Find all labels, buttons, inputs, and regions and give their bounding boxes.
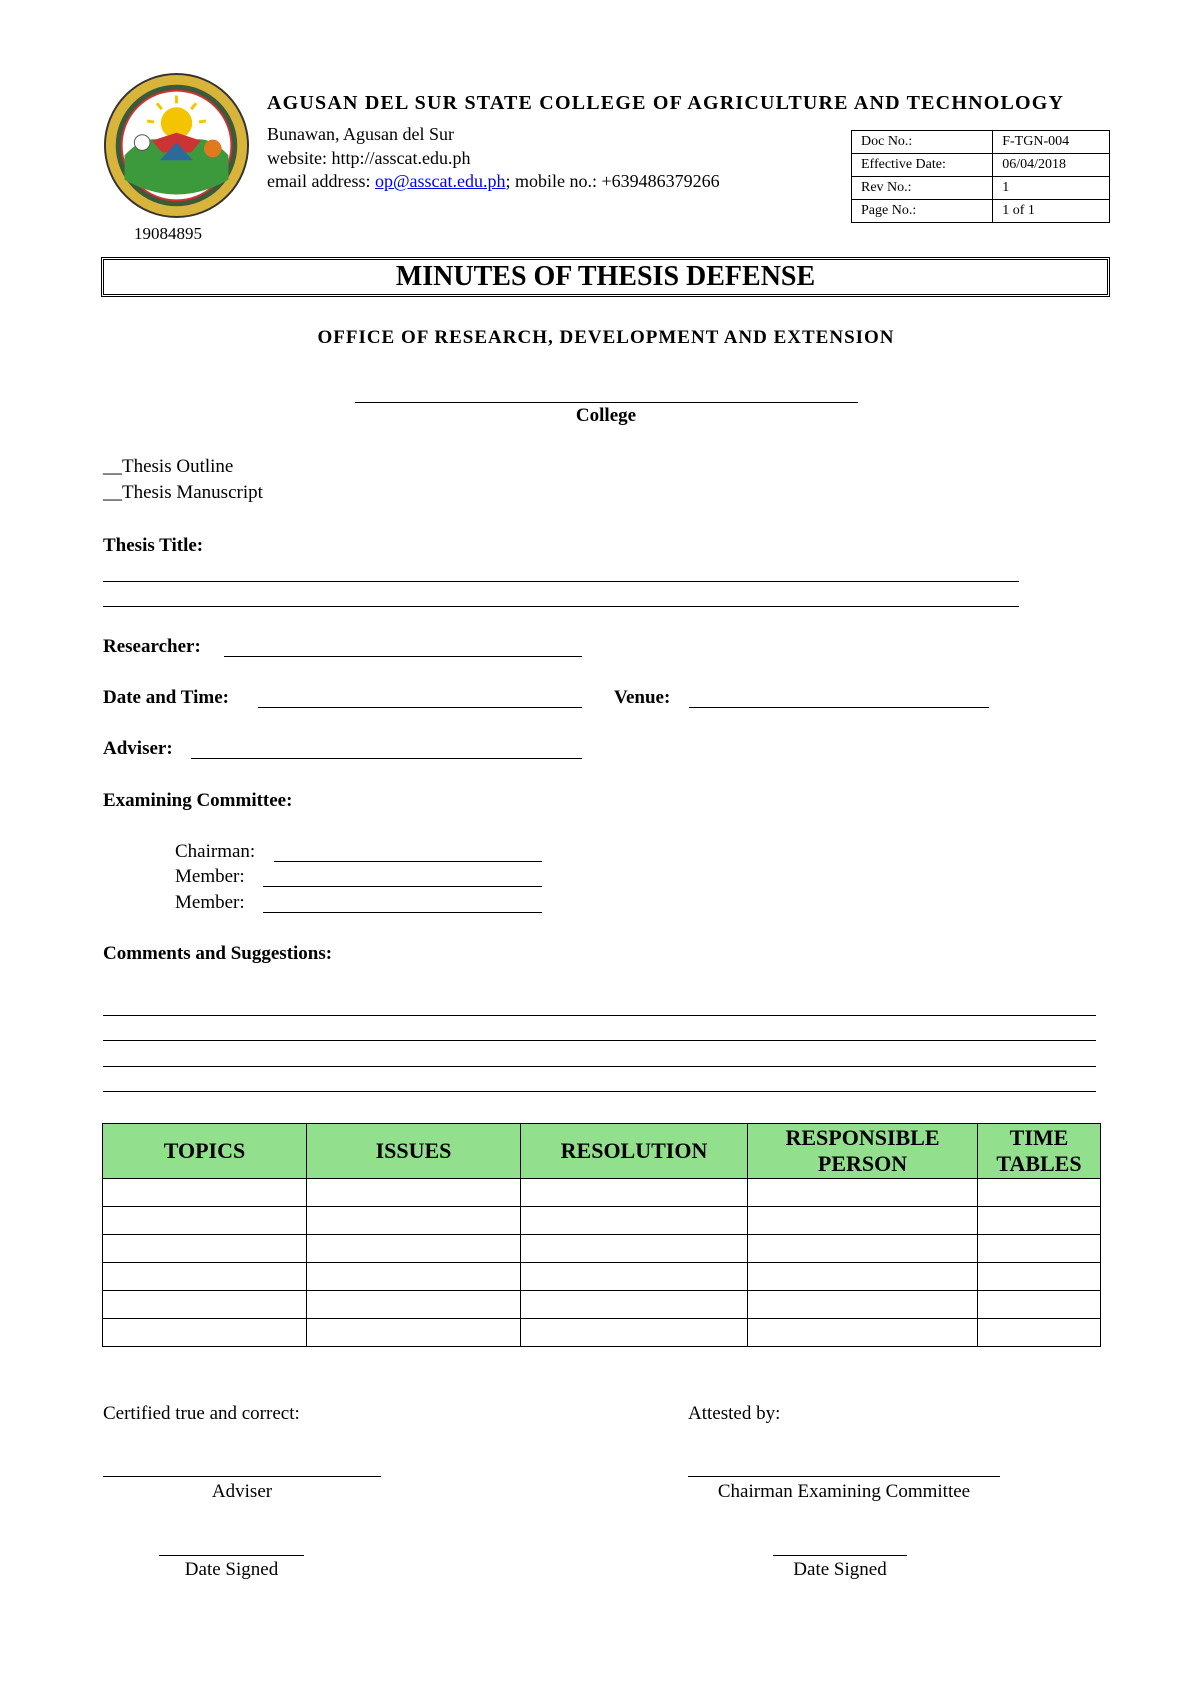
table-cell[interactable]	[521, 1207, 748, 1235]
comments-line[interactable]	[103, 1015, 1096, 1016]
table-cell[interactable]	[521, 1179, 748, 1207]
comments-line[interactable]	[103, 1040, 1096, 1041]
table-cell[interactable]	[521, 1235, 748, 1263]
member-label: Member:	[175, 892, 245, 913]
date-time-label: Date and Time:	[103, 687, 229, 708]
chairman-signature-label: Chairman Examining Committee	[717, 1481, 971, 1502]
certified-label: Certified true and correct:	[103, 1403, 300, 1424]
column-header-resolution: RESOLUTION	[521, 1124, 748, 1179]
table-cell[interactable]	[307, 1291, 521, 1319]
doc-info-row	[852, 177, 1110, 200]
table-cell[interactable]	[748, 1291, 978, 1319]
chairman-signature-line[interactable]	[688, 1476, 1000, 1477]
topics-table	[102, 1123, 1101, 1347]
table-cell[interactable]	[307, 1263, 521, 1291]
comments-label: Comments and Suggestions:	[103, 943, 333, 964]
doc-info-label: Page No.:	[852, 200, 993, 223]
doc-info-value: F-TGN-004	[993, 131, 1110, 154]
table-row	[103, 1291, 1101, 1319]
doc-info-row	[852, 131, 1110, 154]
column-header-topics: TOPICS	[103, 1124, 307, 1179]
table-cell[interactable]	[103, 1179, 307, 1207]
venue-field-line[interactable]	[689, 707, 989, 708]
office-name: OFFICE OF RESEARCH, DEVELOPMENT AND EXTENSION	[317, 327, 895, 348]
member-field-line[interactable]	[263, 912, 542, 913]
doc-info-label: Doc No.:	[852, 131, 993, 154]
table-cell[interactable]	[978, 1235, 1101, 1263]
table-cell[interactable]	[307, 1235, 521, 1263]
venue-label: Venue:	[614, 687, 671, 708]
doc-info-value: 1	[993, 177, 1110, 200]
chairman-label: Chairman:	[175, 841, 256, 862]
doc-info-label: Rev No.:	[852, 177, 993, 200]
column-header-time-tables: TIME TABLES	[978, 1124, 1101, 1179]
institution-website: website: http://asscat.edu.ph	[267, 148, 471, 168]
table-cell[interactable]	[978, 1179, 1101, 1207]
table-row	[103, 1207, 1101, 1235]
college-seal-logo	[103, 72, 250, 219]
table-cell[interactable]	[748, 1263, 978, 1291]
doc-info-value: 06/04/2018	[993, 154, 1110, 177]
table-cell[interactable]	[307, 1207, 521, 1235]
comments-line[interactable]	[103, 1066, 1096, 1067]
table-header-row	[103, 1124, 1101, 1179]
table-row	[103, 1179, 1101, 1207]
seal-number: 19084895	[134, 224, 202, 243]
column-header-issues: ISSUES	[307, 1124, 521, 1179]
member-label: Member:	[175, 866, 245, 887]
adviser-signature-label: Adviser	[211, 1481, 273, 1502]
table-cell[interactable]	[307, 1179, 521, 1207]
date-signed-label: Date Signed	[184, 1559, 279, 1580]
thesis-title-line[interactable]	[103, 606, 1019, 607]
examining-committee-label: Examining Committee:	[103, 790, 293, 811]
table-cell[interactable]	[103, 1235, 307, 1263]
doc-info-row	[852, 200, 1110, 223]
member-field-line[interactable]	[263, 886, 542, 887]
table-cell[interactable]	[978, 1207, 1101, 1235]
doc-info-table	[851, 130, 1110, 223]
table-row	[103, 1263, 1101, 1291]
date-signed-label: Date Signed	[793, 1559, 887, 1580]
table-cell[interactable]	[521, 1291, 748, 1319]
column-header-responsible-person: RESPONSIBLE PERSON	[748, 1124, 978, 1179]
table-cell[interactable]	[103, 1319, 307, 1347]
table-cell[interactable]	[103, 1263, 307, 1291]
option-thesis-manuscript[interactable]: __Thesis Manuscript	[103, 482, 263, 503]
table-cell[interactable]	[748, 1207, 978, 1235]
thesis-title-label: Thesis Title:	[103, 535, 204, 556]
table-cell[interactable]	[521, 1319, 748, 1347]
date-signed-line[interactable]	[159, 1555, 304, 1556]
thesis-title-line[interactable]	[103, 581, 1019, 582]
researcher-field-line[interactable]	[224, 656, 582, 657]
researcher-label: Researcher:	[103, 636, 201, 657]
date-signed-line[interactable]	[773, 1555, 907, 1556]
adviser-field-line[interactable]	[191, 758, 582, 759]
table-cell[interactable]	[978, 1291, 1101, 1319]
adviser-signature-line[interactable]	[103, 1476, 381, 1477]
college-label: College	[575, 405, 637, 426]
doc-info-label: Effective Date:	[852, 154, 993, 177]
mobile-number: ; mobile no.: +639486379266	[505, 171, 720, 191]
email-link[interactable]: op@asscat.edu.ph	[374, 171, 506, 191]
attested-label: Attested by:	[688, 1403, 781, 1424]
date-time-field-line[interactable]	[258, 707, 582, 708]
comments-line[interactable]	[103, 1091, 1096, 1092]
doc-info-value: 1 of 1	[993, 200, 1110, 223]
doc-info-row	[852, 154, 1110, 177]
table-cell[interactable]	[748, 1319, 978, 1347]
contact-line	[267, 169, 720, 193]
table-cell[interactable]	[103, 1207, 307, 1235]
college-field-line[interactable]	[355, 402, 858, 403]
form-title: MINUTES OF THESIS DEFENSE	[101, 257, 1110, 297]
adviser-label: Adviser:	[103, 738, 173, 759]
table-cell[interactable]	[978, 1319, 1101, 1347]
institution-name: AGUSAN DEL SUR STATE COLLEGE OF AGRICULTURE AND TECHNOLOGY	[267, 92, 1065, 114]
table-cell[interactable]	[307, 1319, 521, 1347]
institution-address: Bunawan, Agusan del Sur	[267, 124, 454, 144]
table-cell[interactable]	[748, 1235, 978, 1263]
option-thesis-outline[interactable]: __Thesis Outline	[103, 456, 234, 477]
email-prefix: email address:	[267, 171, 375, 191]
table-cell[interactable]	[521, 1263, 748, 1291]
table-row	[103, 1235, 1101, 1263]
table-cell[interactable]	[103, 1291, 307, 1319]
table-row	[103, 1319, 1101, 1347]
table-cell[interactable]	[978, 1263, 1101, 1291]
chairman-field-line[interactable]	[274, 861, 542, 862]
table-cell[interactable]	[748, 1179, 978, 1207]
